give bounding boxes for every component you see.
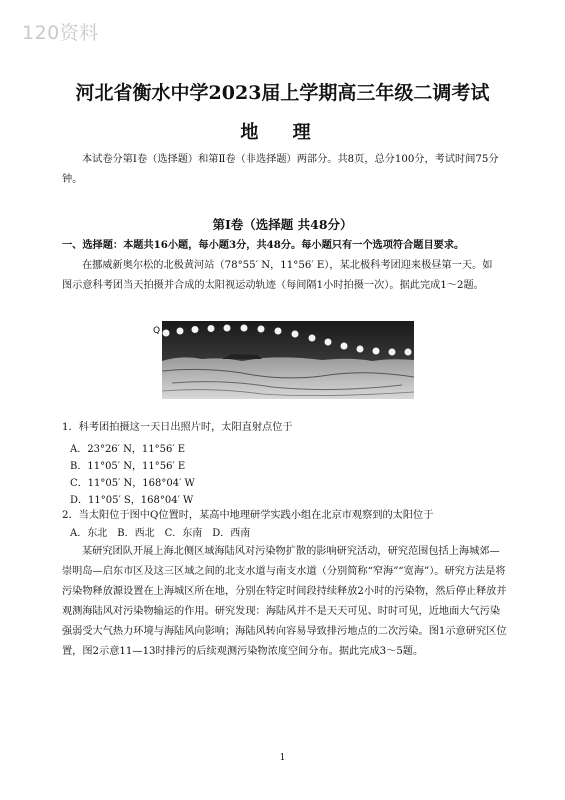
page-number: 1 [279,753,286,763]
passage-2: 某研究团队开展上海北侧区域海陆风对污染物扩散的影响研究活动，研究范围包括上海城郊—崇明岛—启东市区及这三区域之间的北支水道与南支水道（分别简称“窄海”“宽海”）。研究方法是将污染物释放源设置在上海城区所在地，分别在特定时间段持续释放2小时的污染物，然后停止释放并观测海陆风对污染物输运的作用。研究发现：海陆风并不是天天可见、时时可见，近地面大气污染强弱受大气热力环境与海陆风向影响；海陆风转向容易导致排污地点的二次污染。图1示意研究区位置，图2示意11—13时排污的后续观测污染物浓度空间分布。据此完成3～5题。 [62,546,507,657]
question-1-option-b: B．11°05′ N，11°56′ E [70,461,186,472]
exam-title: 河北省衡水中学2023届上学期高三年级二调考试 [75,82,490,104]
question-1-option-c: C．11°05′ N，168°04′ W [70,478,195,489]
question-1-option-d: D．11°05′ S，168°04′ W [70,495,194,506]
question-1-stem: 1．科考团拍摄这一天日出照片时，太阳直射点位于 [62,422,293,433]
figure-q-label: Q [153,326,161,336]
question-2-options: A．东北 B．西北 C．东南 D．西南 [70,528,251,539]
exam-instructions: 本试卷分第Ⅰ卷（选择题）和第Ⅱ卷（非选择题）两部分。共8页，总分100分，考试时间75分钟。 [62,154,499,185]
question-1-option-a: A．23°26′ N，11°56′ E [70,444,186,455]
sun-trajectory-photo [162,321,414,399]
watermark: 120资料 [22,22,99,44]
question-2-stem: 2．当太阳位于图中Q位置时，某高中地理研学实践小组在北京市观察到的太阳位于 [62,510,434,521]
part-title: 第Ⅰ卷（选择题 共48分） [212,217,353,232]
passage-1: 在挪威新奥尔松的北极黄河站（78°55′ N，11°56′ E），某北极科考团迎来极昼第一天。如图示意科考团当天拍摄并合成的太阳视运动轨迹（每间隔1小时拍摄一次）。据此完成1～2题。 [62,260,493,291]
section-title: 一、选择题：本题共16小题，每小题3分，共48分。每小题只有一个选项符合题目要求。 [62,239,465,251]
subject-title: 地 理 [240,122,325,143]
